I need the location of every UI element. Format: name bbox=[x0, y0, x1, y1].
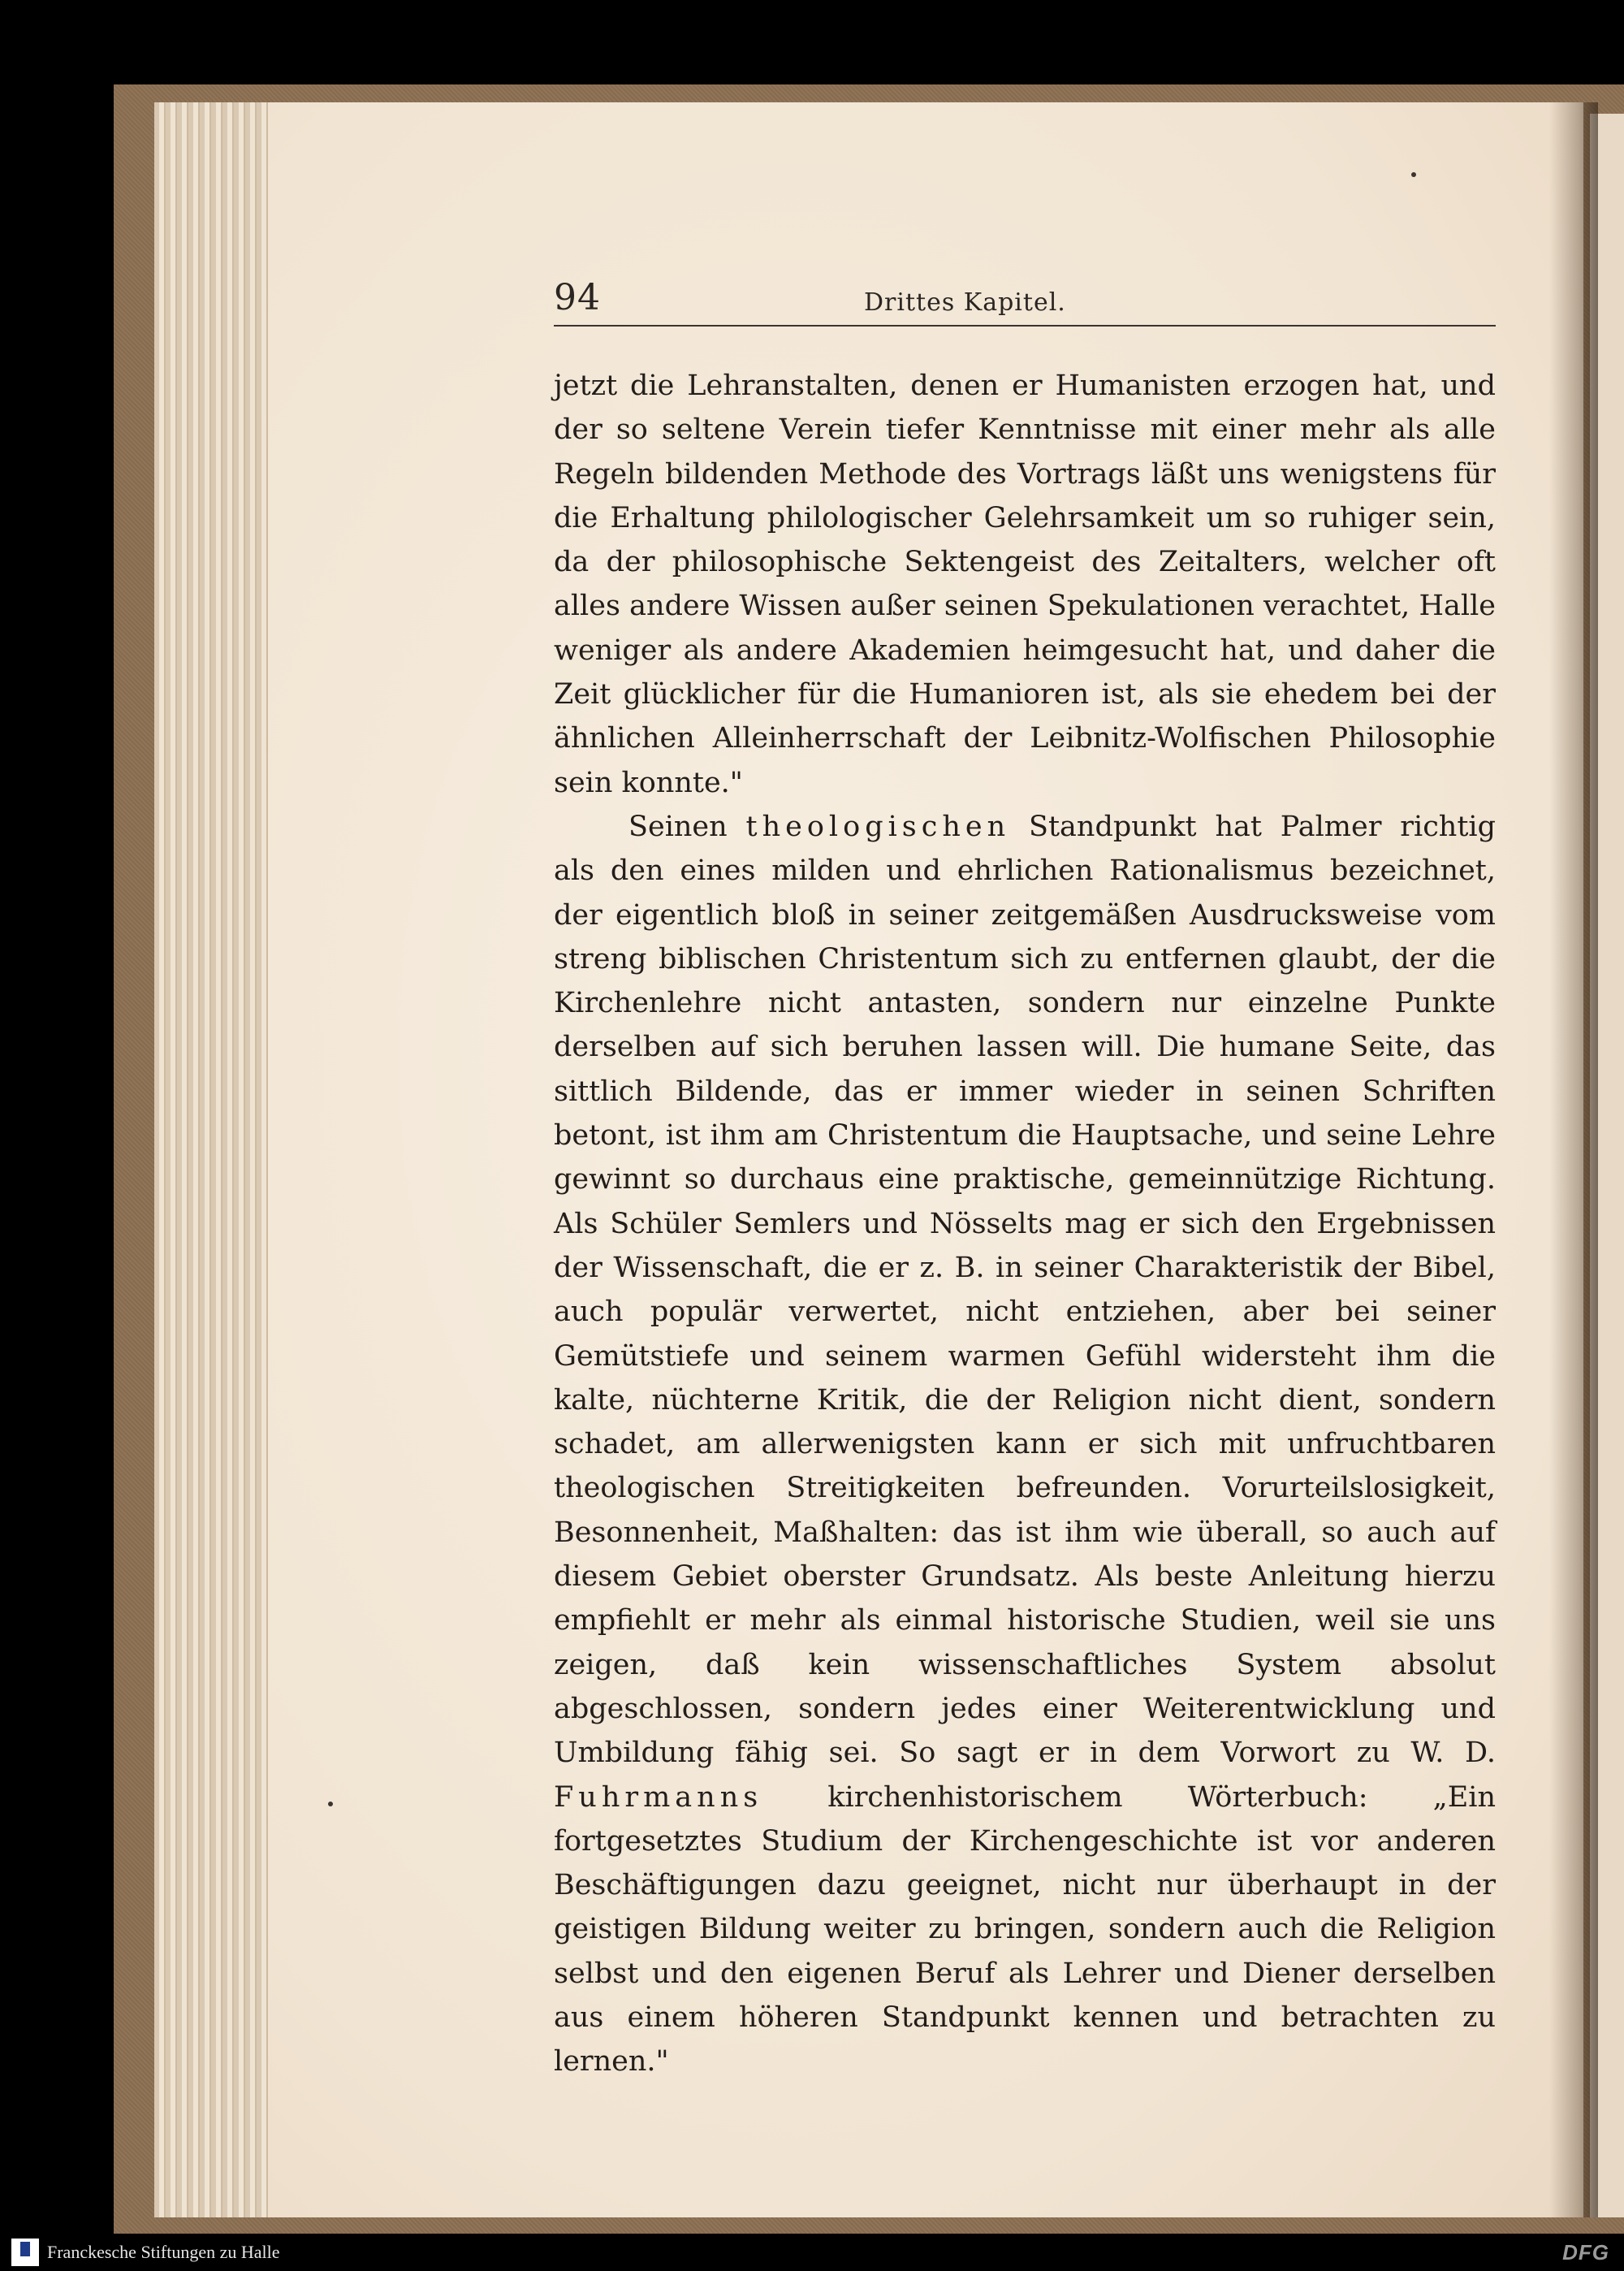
page-number: 94 bbox=[554, 277, 601, 318]
paragraph-2-end: kirchenhistorischem Wörterbuch: „Ein fortgesetztes Studium der Kirchengeschichte ist vor anderen Beschäftigungen dazu geeignet, nicht nur überhaupt in der geistigen Bildung weiter zu bringen, sondern auch die Religion selbst und den eigenen Beruf als Lehrer und Diener derselben aus einem höheren Standpunkt kennen und betrachten zu lernen." bbox=[554, 1780, 1496, 2079]
running-head: Drittes Kapitel. bbox=[864, 288, 1066, 317]
dfg-logo: DFG bbox=[1562, 2240, 1609, 2265]
paper-speck bbox=[328, 1802, 333, 1806]
paragraph-2-middle: Standpunkt hat Palmer richtig als den eines milden und ehrlichen Rationalismus bezeichnet, der eigentlich bloß in seiner zeitgemäßen Ausdrucksweise vom streng biblischen Christentum sich zu entfernen glaubt, der die Kirchenlehre nicht antasten, sondern nur einzelne Punkte derselben auf sich beruhen lassen will. Die humane Seite, das sittlich Bildende, das er immer wieder in seinen Schriften betont, ist ihm am Christentum die Hauptsache, und seine Lehre gewinnt so durchaus eine praktische, gemeinnützige Richtung. Als Schüler Semlers und Nösselts mag er sich den Ergebnissen der Wissenschaft, die er z. B. in seiner Charakteristik der Bibel, auch populär verwertet, nicht entziehen, aber bei seiner Gemütstiefe und seinem warmen Gefühl widersteht ihm die kalte, nüchterne Kritik, die der Religion nicht dient, sondern schadet, am allerwenigsten kann er sich mit unfruchtbaren theologischen Streitigkeiten befreunden. Vorurteilslosigkeit, Besonnenheit, Maßhalten: das ist ihm wie überall, so auch auf diesem Gebiet oberster Grundsatz. Als beste Anleitung hierzu empfiehlt er mehr als einmal historische Studien, weil sie uns zeigen, daß kein wissenschaftliches System absolut abgeschlossen, sondern jedes einer Weiterentwicklung und Umbildung fähig sei. So sagt er in dem Vorwort zu W. D. bbox=[554, 810, 1496, 1770]
paper-speck bbox=[1411, 172, 1416, 177]
page-edges bbox=[154, 102, 284, 2217]
page-header bbox=[554, 279, 1496, 327]
footer-bar bbox=[0, 2234, 1624, 2271]
emphasis-theologischen: theologischen bbox=[745, 810, 1011, 843]
institution-label: Franckesche Stiftungen zu Halle bbox=[47, 2242, 280, 2262]
gutter-shadow bbox=[1549, 102, 1598, 2217]
page-body bbox=[554, 364, 1496, 2084]
emphasis-fuhrmanns: Fuhrmanns bbox=[554, 1780, 763, 1814]
paragraph-2 bbox=[554, 805, 1496, 2084]
paragraph-1: jetzt die Lehranstalten, denen er Humanisten erzogen hat, und der so seltene Verein tiefer Kenntnisse mit einer mehr als alle Regeln bildenden Methode des Vortrags läßt uns wenigstens für die Erhaltung philologischer Gelehrsamkeit um so ruhiger sein, da der philosophische Sektengeist des Zeitalters, welcher oft alles andere Wissen außer seinen Spekulationen verachtet, Halle weniger als andere Akademien heimgesucht hat, und daher die Zeit glücklicher für die Humanioren ist, als sie ehedem bei der ähnlichen Alleinherrschaft der Leibnitz-Wolfischen Philosophie sein konnte." bbox=[554, 370, 1496, 799]
institution-logo-icon bbox=[11, 2239, 39, 2266]
paragraph-2-start: Seinen bbox=[628, 810, 746, 843]
